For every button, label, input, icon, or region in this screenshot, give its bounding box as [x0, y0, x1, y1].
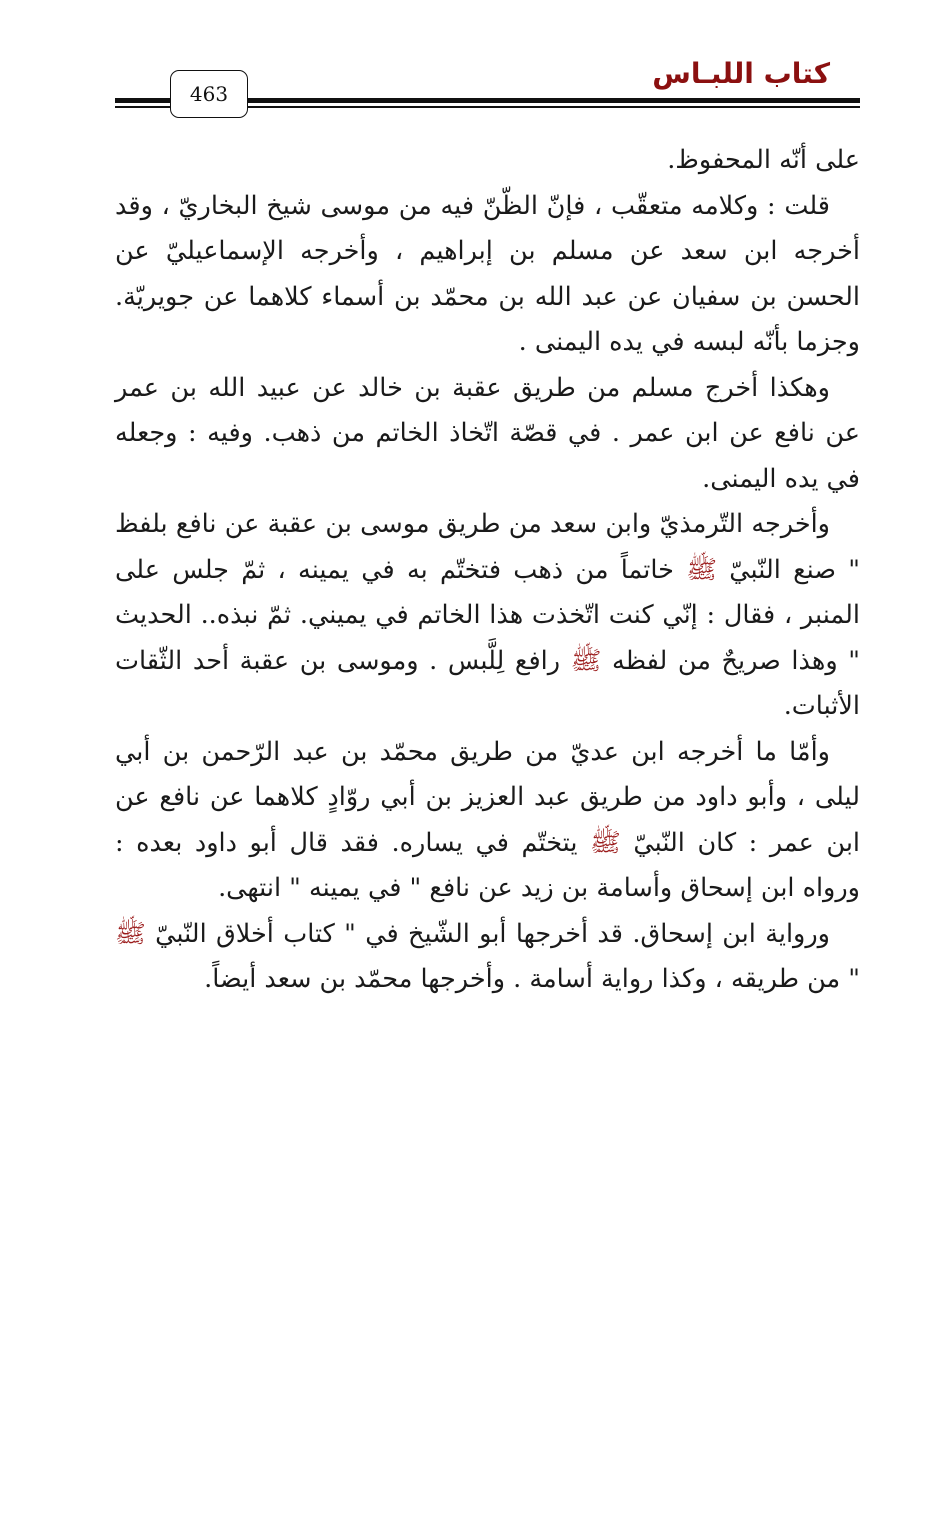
page-header: [115, 52, 860, 122]
paragraph-5: وأمّا ما أخرجه ابن عديّ من طريق محمّد بن عبد الرّحمن بن أبي ليلى ، وأبو داود من طريق عبد العزيز بن أبي روّادٍ كلاهما عن نافع عن ابن عمر : كان النّبيّ ﷺ يتختّم في يساره. فقد قال أبو داود بعده : ورواه ابن إسحاق وأسامة بن زيد عن نافع " في يمينه " انتهى.: [115, 736, 861, 903]
page-number-box: [170, 70, 248, 118]
honorific-glyph: ﷺ: [570, 645, 602, 676]
honorific-glyph: ﷺ: [686, 554, 718, 585]
page-body: [115, 138, 860, 1003]
page-number: 463: [189, 82, 229, 106]
honorific-glyph: ﷺ: [115, 918, 146, 949]
paragraph-6: ورواية ابن إسحاق. قد أخرجها أبو الشّيخ في " كتاب أخلاق النّبيّ ﷺ " من طريقه ، وكذا رواية أسامة . وأخرجها محمّد بن سعد أيضاً.: [115, 918, 860, 994]
paragraph-2: قلت : وكلامه متعقّب ، فإنّ الظّنّ فيه من موسى شيخ البخاريّ ، وقد أخرجه ابن سعد عن مسلم بن إبراهيم ، وأخرجه الإسماعيليّ عن الحسن بن سفيان عن عبد الله بن محمّد بن أسماء كلاهما عن جويريّة. وجزما بأنّه لبسه في يده اليمنى .: [115, 190, 860, 357]
paragraph-4: وأخرجه التّرمذيّ وابن سعد من طريق موسى بن عقبة عن نافع بلفظ " صنع النّبيّ ﷺ خاتماً من ذهب فتختّم به في يمينه ، ثمّ جلس على المنبر ، فقال : إنّي كنت اتّخذت هذا الخاتم في يميني. ثمّ نبذه.. الحديث " وهذا صريحٌ من لفظه ﷺ رافع لِلَّبس . وموسى بن عقبة أحد الثّقات الأثبات.: [115, 509, 861, 721]
paragraph-3: وهكذا أخرج مسلم من طريق عقبة بن خالد عن عبيد الله بن عمر عن نافع عن ابن عمر . في قصّة اتّخاذ الخاتم من ذهب. وفيه : وجعله في يده اليمنى.: [115, 372, 860, 494]
paragraph-1: على أنّه المحفوظ.: [667, 145, 860, 175]
book-title: كتاب اللبـاس: [652, 57, 830, 90]
honorific-glyph: ﷺ: [590, 827, 621, 858]
